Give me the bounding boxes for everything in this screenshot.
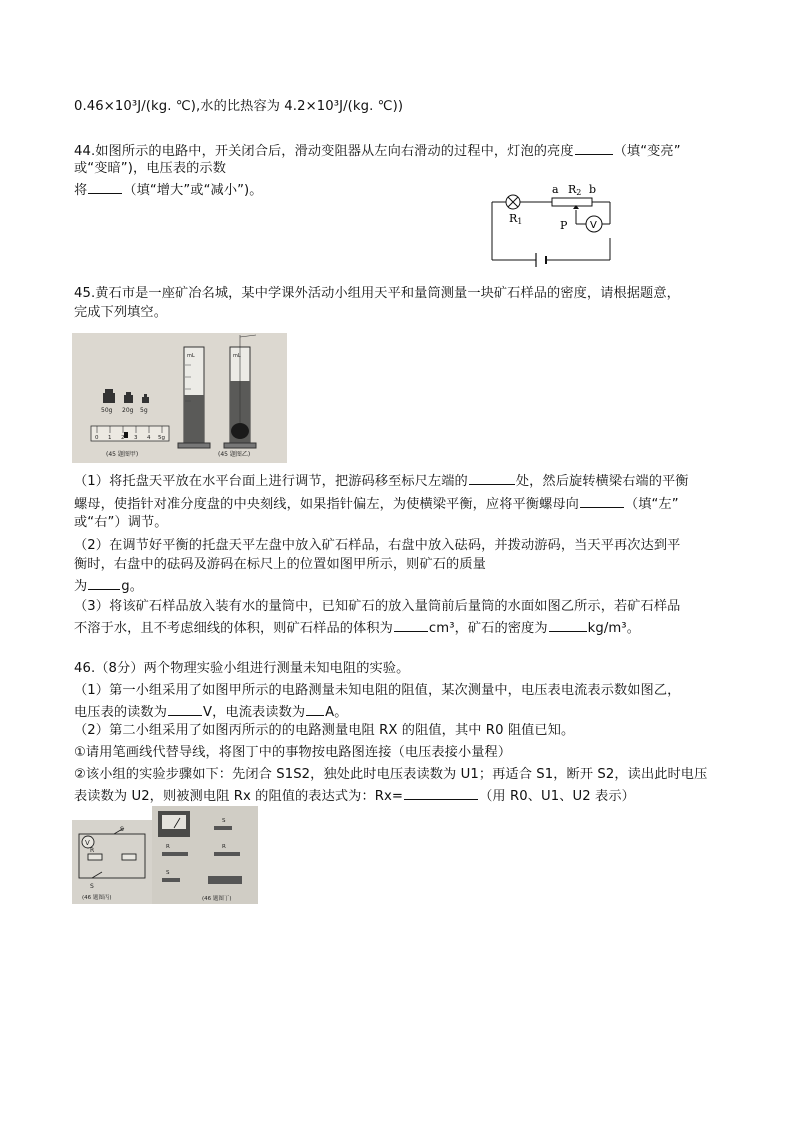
switch-s2-icon (214, 826, 232, 830)
label-v: V (590, 220, 597, 231)
weight-label-50: 50g (101, 407, 113, 414)
rheostat-icon (552, 198, 592, 206)
q45-p3-line2: 不溶于水，且不考虑细线的体积，则矿石样品的体积为 cm³，矿石的密度为 kg/m³。 (74, 618, 640, 638)
resistor-rx-device-icon (214, 852, 240, 856)
blank-voltage-reading[interactable] (168, 702, 202, 716)
weight-label-20: 20g (122, 407, 134, 414)
caption-46-right: (46 题图丁) (202, 896, 232, 902)
q46-line1: 46.（8分）两个物理实验小组进行测量未知电阻的实验。 (74, 661, 410, 676)
ruler-tick-5: 5g (158, 435, 165, 441)
caption-45-right: (45 题图乙) (218, 451, 251, 458)
q45-p2-line3: 为 g。 (74, 576, 143, 596)
blank-direction[interactable] (580, 494, 624, 508)
q45-photo (72, 333, 287, 463)
resistor-r0-icon (88, 854, 102, 860)
q45-p1-line3: 或“右”）调节。 (74, 515, 168, 530)
q44-line1: 44.如图所示的电路中，开关闭合后，滑动变阻器从左向右滑动的过程中，灯泡的亮度 （填“变亮” (74, 141, 681, 161)
q46-label-dev-s2: S (222, 818, 226, 824)
caption-45-left: (45 题图甲) (106, 451, 139, 458)
battery-device-icon (208, 876, 242, 884)
blank-volume[interactable] (394, 618, 428, 632)
blank-zero-mark[interactable] (469, 471, 515, 485)
q46-p1-line1: （1）第一小组采用了如图甲所示的电路测量未知电阻的阻值，某次测量中，电压表电流表示数如图乙， (74, 683, 681, 698)
q46-label-v: V (85, 839, 90, 847)
q45-p1-line2: 螺母，使指针对准分度盘的中央刻线，如果指针偏左，为使横梁平衡，应将平衡螺母向 （填“左” (74, 494, 679, 514)
blank-density[interactable] (549, 618, 587, 632)
intro-line: 0.46×10³J/(kg. ℃),水的比热容为 4.2×10³J/(kg. ℃)) (74, 99, 404, 114)
q46-photo-right (152, 806, 258, 904)
q45-line2: 完成下列填空。 (74, 305, 168, 320)
ruler-tick-0: 0 (95, 435, 99, 441)
ruler-tick-4: 4 (147, 435, 151, 441)
caption-46-left: (46 题图丙) (82, 895, 112, 901)
blank-voltmeter[interactable] (88, 180, 122, 194)
rider-marker (124, 432, 128, 438)
q46-label-dev-s1: S (166, 870, 170, 876)
label-b: b (589, 183, 597, 196)
resistor-r0-device-icon (162, 852, 188, 856)
q45-p3-line1: （3）将该矿石样品放入装有水的量筒中，已知矿石的放入量筒前后量筒的水面如图乙所示，若矿石样品 (74, 599, 681, 614)
q46-label-s1: S (90, 883, 94, 890)
q46-p2-line1: （2）第二小组采用了如图丙所示的的电路测量电阻 RX 的阻值，其中 R0 阻值已知。 (74, 723, 575, 738)
cyl-left-unit: mL (187, 353, 195, 359)
q45-p1-line1: （1）将托盘天平放在水平台面上进行调节，把游码移至标尺左端的 处，然后旋转横梁右端的平衡 (74, 471, 689, 491)
switch-s1-icon (162, 878, 180, 882)
cyl-right-unit: mL (233, 353, 241, 359)
blank-mass[interactable] (88, 576, 120, 590)
q46-p2-line2: ①请用笔画线代替导线，将图丁中的事物按电路图连接（电压表接小量程） (74, 745, 512, 760)
resistor-rx-icon (122, 854, 136, 860)
q44-line2: 或“变暗”)，电压表的示数 (74, 161, 226, 176)
q46-label-s2: S (120, 826, 124, 833)
blank-current-reading[interactable] (306, 702, 324, 716)
label-r1: R1 (509, 212, 523, 226)
weight-label-5: 5g (140, 407, 148, 414)
q45-line1: 45.黄石市是一座矿冶名城，某中学课外活动小组用天平和量筒测量一块矿石样品的密度，请根据题意， (74, 286, 680, 301)
blank-rx-expression[interactable] (404, 786, 478, 800)
q46-label-dev-r0: R (166, 844, 170, 850)
ruler-tick-3: 3 (134, 435, 138, 441)
q46-label-r0: R (90, 847, 95, 854)
ruler-tick-2: 2 (121, 435, 125, 441)
label-r2: R2 (568, 183, 582, 197)
q46-label-dev-rx: R (222, 844, 226, 850)
q44-circuit-diagram (488, 180, 628, 275)
label-a: a (552, 183, 559, 196)
ruler-tick-1: 1 (108, 435, 112, 441)
q46-p1-line2: 电压表的读数为 V，电流表读数为 A。 (74, 702, 348, 722)
q46-photo-left (72, 820, 152, 904)
q44-line3: 将 （填“增大”或“减小”)。 (74, 180, 263, 200)
blank-brightness[interactable] (575, 141, 613, 155)
label-p: P (560, 219, 568, 232)
q46-p2-line3: ②该小组的实验步骤如下：先闭合 S1S2，独处此时电压表读数为 U1；再适合 S1，断开 S2，读出此时电压 (74, 767, 708, 782)
q45-p2-line1: （2）在调节好平衡的托盘天平左盘中放入矿石样品，右盘中放入砝码，并拨动游码，当天平再次达到平 (74, 538, 681, 553)
q46-p2-line4: 表读数为 U2，则被测电阻 Rx 的阻值的表达式为：Rx= （用 R0、U1、U2 表示） (74, 786, 635, 806)
q45-p2-line2: 衡时，右盘中的砝码及游码在标尺上的位置如图甲所示，则矿石的质量 (74, 557, 486, 572)
